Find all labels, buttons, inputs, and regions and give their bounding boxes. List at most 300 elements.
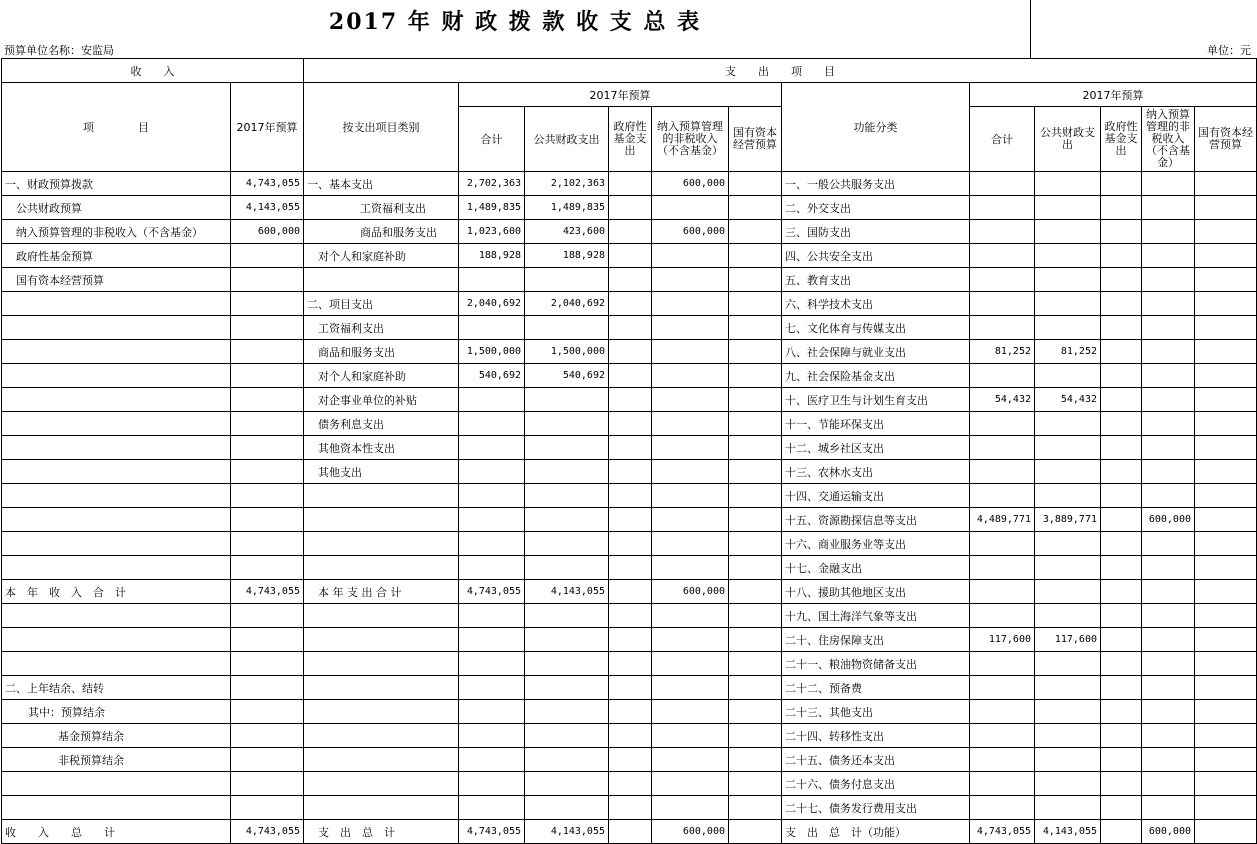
- cell-func: 二十四、转移性支出: [782, 724, 970, 748]
- cell-func: 二十五、债务还本支出: [782, 748, 970, 772]
- cell-s: [729, 196, 782, 220]
- cell-in_item: 二、上年结余、结转: [2, 676, 231, 700]
- cell-rt: [970, 724, 1035, 748]
- cell-in_item: 公共财政预算: [2, 196, 231, 220]
- cell-rt: [970, 580, 1035, 604]
- cell-n: [652, 700, 729, 724]
- cell-s: [729, 700, 782, 724]
- cell-rs: [1195, 484, 1257, 508]
- cell-in_item: [2, 460, 231, 484]
- cell-in_val: [231, 292, 304, 316]
- cell-in_item: [2, 532, 231, 556]
- cell-n: 600,000: [652, 580, 729, 604]
- cell-t: [459, 316, 525, 340]
- cell-rs: [1195, 364, 1257, 388]
- cell-rg: [1101, 244, 1142, 268]
- cell-n: [652, 388, 729, 412]
- table-row: [2, 196, 1257, 220]
- cell-rg: [1101, 724, 1142, 748]
- cell-cat: 商品和服务支出: [304, 220, 459, 244]
- cell-rt: [970, 700, 1035, 724]
- cell-cat: [304, 508, 459, 532]
- cell-in_item: 基金预算结余: [2, 724, 231, 748]
- table-row: [2, 652, 1257, 676]
- cell-cat: 对个人和家庭补助: [304, 364, 459, 388]
- cell-func: 二十七、债务发行费用支出: [782, 796, 970, 820]
- cell-rp: 54,432: [1035, 388, 1101, 412]
- cell-t: [459, 628, 525, 652]
- cell-in_val: [231, 700, 304, 724]
- cell-rt: [970, 292, 1035, 316]
- cell-cat: 对个人和家庭补助: [304, 244, 459, 268]
- cell-rn: [1142, 460, 1195, 484]
- cell-g: [609, 244, 652, 268]
- cell-func: 十七、金融支出: [782, 556, 970, 580]
- cell-rs: [1195, 292, 1257, 316]
- cell-rp: 81,252: [1035, 340, 1101, 364]
- cell-rp: 3,889,771: [1035, 508, 1101, 532]
- cell-n: [652, 556, 729, 580]
- cell-rt: [970, 460, 1035, 484]
- cell-p: [525, 268, 609, 292]
- cell-rg: [1101, 748, 1142, 772]
- cell-in_val: [231, 436, 304, 460]
- cell-p: [525, 796, 609, 820]
- cell-g: [609, 412, 652, 436]
- cell-rt: [970, 604, 1035, 628]
- cell-s: [729, 220, 782, 244]
- cell-t: [459, 268, 525, 292]
- cell-rn: [1142, 244, 1195, 268]
- cell-rn: 600,000: [1142, 820, 1195, 844]
- header-by-category: 按支出项目类别: [304, 83, 459, 172]
- cell-rp: 117,600: [1035, 628, 1101, 652]
- cell-cat: 工资福利支出: [304, 316, 459, 340]
- cell-g: [609, 484, 652, 508]
- cell-cat: 二、项目支出: [304, 292, 459, 316]
- table-row: [2, 412, 1257, 436]
- cell-in_item: 本 年 收 入 合 计: [2, 580, 231, 604]
- cell-func: 支 出 总 计（功能）: [782, 820, 970, 844]
- cell-p: 1,489,835: [525, 196, 609, 220]
- cell-rp: [1035, 676, 1101, 700]
- cell-s: [729, 436, 782, 460]
- cell-rg: [1101, 292, 1142, 316]
- cell-p: [525, 460, 609, 484]
- cell-rt: [970, 172, 1035, 196]
- cell-p: [525, 316, 609, 340]
- cell-in_item: [2, 508, 231, 532]
- cell-n: [652, 484, 729, 508]
- cell-in_val: 4,143,055: [231, 196, 304, 220]
- cell-t: [459, 796, 525, 820]
- cell-g: [609, 676, 652, 700]
- cell-rt: [970, 220, 1035, 244]
- cell-rt: 54,432: [970, 388, 1035, 412]
- cell-rp: [1035, 364, 1101, 388]
- cell-t: 4,743,055: [459, 580, 525, 604]
- cell-rt: [970, 748, 1035, 772]
- cell-in_val: [231, 556, 304, 580]
- cell-rg: [1101, 772, 1142, 796]
- cell-t: [459, 676, 525, 700]
- cell-s: [729, 340, 782, 364]
- cell-in_item: 国有资本经营预算: [2, 268, 231, 292]
- header-budget-2017-right: 2017年预算: [970, 83, 1257, 107]
- cell-rt: 117,600: [970, 628, 1035, 652]
- cell-n: [652, 292, 729, 316]
- cell-g: [609, 604, 652, 628]
- cell-cat: 本 年 支 出 合 计: [304, 580, 459, 604]
- cell-p: 2,040,692: [525, 292, 609, 316]
- cell-func: 十、医疗卫生与计划生育支出: [782, 388, 970, 412]
- table-row: [2, 556, 1257, 580]
- cell-s: [729, 820, 782, 844]
- cell-rp: [1035, 604, 1101, 628]
- cell-p: 423,600: [525, 220, 609, 244]
- cell-n: [652, 316, 729, 340]
- cell-in_val: [231, 628, 304, 652]
- cell-p: [525, 388, 609, 412]
- cell-rs: [1195, 244, 1257, 268]
- cell-rg: [1101, 700, 1142, 724]
- cell-rp: [1035, 244, 1101, 268]
- cell-rt: 4,489,771: [970, 508, 1035, 532]
- cell-s: [729, 676, 782, 700]
- cell-rs: [1195, 412, 1257, 436]
- cell-t: [459, 436, 525, 460]
- header-total-right: 合计: [970, 107, 1035, 172]
- table-row: [2, 604, 1257, 628]
- cell-rn: [1142, 700, 1195, 724]
- header-gov-fund: 政府性基金支出: [609, 107, 652, 172]
- cell-rn: [1142, 772, 1195, 796]
- cell-g: [609, 556, 652, 580]
- cell-rs: [1195, 556, 1257, 580]
- cell-rg: [1101, 628, 1142, 652]
- header-state-capital: 国有资本经营预算: [729, 107, 782, 172]
- header-nontax: 纳入预算管理的非税收入（不含基金）: [652, 107, 729, 172]
- cell-rt: [970, 532, 1035, 556]
- cell-rs: [1195, 268, 1257, 292]
- cell-in_val: [231, 388, 304, 412]
- cell-n: [652, 244, 729, 268]
- cell-in_item: [2, 316, 231, 340]
- cell-rn: [1142, 268, 1195, 292]
- table-row: [2, 172, 1257, 196]
- cell-s: [729, 244, 782, 268]
- cell-rn: [1142, 748, 1195, 772]
- cell-rp: [1035, 460, 1101, 484]
- table-row: [2, 772, 1257, 796]
- cell-rg: [1101, 220, 1142, 244]
- cell-g: [609, 220, 652, 244]
- cell-g: [609, 508, 652, 532]
- cell-in_item: [2, 388, 231, 412]
- cell-rg: [1101, 196, 1142, 220]
- cell-rg: [1101, 580, 1142, 604]
- cell-rt: [970, 772, 1035, 796]
- cell-cat: [304, 772, 459, 796]
- cell-p: 188,928: [525, 244, 609, 268]
- cell-rg: [1101, 364, 1142, 388]
- table-row: [2, 292, 1257, 316]
- cell-func: 五、教育支出: [782, 268, 970, 292]
- cell-rg: [1101, 652, 1142, 676]
- cell-in_val: [231, 676, 304, 700]
- cell-rs: [1195, 340, 1257, 364]
- cell-p: [525, 748, 609, 772]
- cell-in_item: [2, 484, 231, 508]
- cell-n: [652, 508, 729, 532]
- header-budget-2017: 2017年预算: [459, 83, 782, 107]
- cell-rs: [1195, 676, 1257, 700]
- cell-t: [459, 724, 525, 748]
- cell-rp: 4,143,055: [1035, 820, 1101, 844]
- cell-in_item: 其中：预算结余: [2, 700, 231, 724]
- cell-t: [459, 532, 525, 556]
- cell-cat: [304, 532, 459, 556]
- cell-cat: 工资福利支出: [304, 196, 459, 220]
- cell-rg: [1101, 388, 1142, 412]
- cell-p: [525, 772, 609, 796]
- cell-func: 二十一、粮油物资储备支出: [782, 652, 970, 676]
- header-nontax-right: 纳入预算管理的非税收入（不含基金）: [1142, 107, 1195, 172]
- cell-rs: [1195, 220, 1257, 244]
- cell-g: [609, 364, 652, 388]
- cell-t: [459, 388, 525, 412]
- cell-func: 十八、援助其他地区支出: [782, 580, 970, 604]
- table-row: [2, 268, 1257, 292]
- cell-rs: [1195, 604, 1257, 628]
- cell-t: [459, 748, 525, 772]
- cell-p: [525, 508, 609, 532]
- cell-rs: [1195, 508, 1257, 532]
- cell-rp: [1035, 436, 1101, 460]
- cell-s: [729, 484, 782, 508]
- cell-in_item: [2, 436, 231, 460]
- cell-g: [609, 796, 652, 820]
- cell-rg: [1101, 604, 1142, 628]
- cell-t: [459, 772, 525, 796]
- cell-rn: [1142, 364, 1195, 388]
- cell-g: [609, 748, 652, 772]
- cell-t: [459, 700, 525, 724]
- cell-in_val: [231, 748, 304, 772]
- cell-rn: [1142, 388, 1195, 412]
- cell-cat: 商品和服务支出: [304, 340, 459, 364]
- cell-g: [609, 820, 652, 844]
- cell-g: [609, 196, 652, 220]
- cell-cat: [304, 628, 459, 652]
- cell-t: [459, 652, 525, 676]
- cell-s: [729, 652, 782, 676]
- cell-g: [609, 628, 652, 652]
- cell-s: [729, 532, 782, 556]
- cell-rp: [1035, 796, 1101, 820]
- cell-rs: [1195, 580, 1257, 604]
- cell-t: [459, 484, 525, 508]
- cell-func: 二、外交支出: [782, 196, 970, 220]
- cell-in_val: [231, 268, 304, 292]
- cell-rn: [1142, 556, 1195, 580]
- cell-n: [652, 652, 729, 676]
- page-title: 2017 年 财 政 拨 款 收 支 总 表: [328, 9, 702, 35]
- cell-func: 二十、住房保障支出: [782, 628, 970, 652]
- cell-rp: [1035, 580, 1101, 604]
- cell-g: [609, 268, 652, 292]
- table-row: [2, 460, 1257, 484]
- cell-rp: [1035, 772, 1101, 796]
- cell-rs: [1195, 532, 1257, 556]
- cell-t: [459, 412, 525, 436]
- cell-cat: 债务利息支出: [304, 412, 459, 436]
- cell-in_val: [231, 244, 304, 268]
- cell-cat: [304, 604, 459, 628]
- cell-g: [609, 388, 652, 412]
- cell-rg: [1101, 556, 1142, 580]
- cell-cat: [304, 556, 459, 580]
- cell-s: [729, 604, 782, 628]
- cell-in_val: [231, 412, 304, 436]
- cell-in_item: 政府性基金预算: [2, 244, 231, 268]
- budget-table: [1, 58, 1257, 844]
- cell-in_val: [231, 484, 304, 508]
- cell-rt: [970, 196, 1035, 220]
- cell-rn: [1142, 796, 1195, 820]
- cell-in_item: [2, 796, 231, 820]
- table-row: [2, 340, 1257, 364]
- cell-rt: [970, 436, 1035, 460]
- table-row: [2, 220, 1257, 244]
- cell-cat: [304, 724, 459, 748]
- cell-in_item: [2, 412, 231, 436]
- cell-rp: [1035, 316, 1101, 340]
- cell-in_val: 600,000: [231, 220, 304, 244]
- cell-rn: [1142, 220, 1195, 244]
- header-public-right: 公共财政支出: [1035, 107, 1101, 172]
- cell-n: 600,000: [652, 820, 729, 844]
- cell-t: 1,489,835: [459, 196, 525, 220]
- cell-rn: [1142, 172, 1195, 196]
- cell-rt: [970, 412, 1035, 436]
- cell-n: [652, 196, 729, 220]
- header-budget-col: 2017年预算: [231, 83, 304, 172]
- cell-rn: [1142, 436, 1195, 460]
- table-row: [2, 364, 1257, 388]
- cell-g: [609, 580, 652, 604]
- cell-func: 十一、节能环保支出: [782, 412, 970, 436]
- cell-in_item: 非税预算结余: [2, 748, 231, 772]
- table-row: [2, 628, 1257, 652]
- cell-rn: [1142, 316, 1195, 340]
- cell-t: [459, 604, 525, 628]
- cell-s: [729, 316, 782, 340]
- cell-rs: [1195, 820, 1257, 844]
- cell-g: [609, 724, 652, 748]
- cell-rn: [1142, 412, 1195, 436]
- cell-s: [729, 796, 782, 820]
- table-row: [2, 508, 1257, 532]
- cell-rs: [1195, 172, 1257, 196]
- cell-func: 八、社会保障与就业支出: [782, 340, 970, 364]
- cell-t: 2,702,363: [459, 172, 525, 196]
- cell-g: [609, 436, 652, 460]
- cell-g: [609, 292, 652, 316]
- cell-p: 4,143,055: [525, 580, 609, 604]
- cell-s: [729, 628, 782, 652]
- cell-rp: [1035, 748, 1101, 772]
- cell-rp: [1035, 196, 1101, 220]
- cell-n: [652, 724, 729, 748]
- cell-in_val: [231, 772, 304, 796]
- cell-rs: [1195, 748, 1257, 772]
- cell-cat: [304, 268, 459, 292]
- cell-p: 1,500,000: [525, 340, 609, 364]
- cell-s: [729, 388, 782, 412]
- cell-rn: [1142, 604, 1195, 628]
- unit-label: 单位：元: [1207, 44, 1251, 57]
- cell-in_val: [231, 316, 304, 340]
- cell-rn: 600,000: [1142, 508, 1195, 532]
- cell-in_item: [2, 772, 231, 796]
- cell-t: [459, 556, 525, 580]
- cell-rs: [1195, 796, 1257, 820]
- cell-rg: [1101, 172, 1142, 196]
- cell-rt: [970, 676, 1035, 700]
- cell-s: [729, 748, 782, 772]
- cell-rp: [1035, 652, 1101, 676]
- table-row: [2, 484, 1257, 508]
- cell-func: 十三、农林水支出: [782, 460, 970, 484]
- cell-rt: [970, 484, 1035, 508]
- cell-n: [652, 532, 729, 556]
- cell-n: [652, 676, 729, 700]
- cell-rg: [1101, 460, 1142, 484]
- cell-cat: [304, 748, 459, 772]
- cell-rg: [1101, 412, 1142, 436]
- cell-in_val: [231, 652, 304, 676]
- cell-n: [652, 268, 729, 292]
- cell-s: [729, 772, 782, 796]
- cell-in_val: [231, 796, 304, 820]
- table-row: [2, 244, 1257, 268]
- cell-rt: [970, 556, 1035, 580]
- cell-rg: [1101, 268, 1142, 292]
- cell-cat: [304, 796, 459, 820]
- cell-rn: [1142, 652, 1195, 676]
- table-row: [2, 796, 1257, 820]
- cell-g: [609, 340, 652, 364]
- table-row: [2, 580, 1257, 604]
- cell-in_item: [2, 628, 231, 652]
- header-expense: 支 出 项 目: [304, 59, 1257, 83]
- cell-s: [729, 580, 782, 604]
- cell-p: 4,143,055: [525, 820, 609, 844]
- cell-s: [729, 268, 782, 292]
- cell-t: 2,040,692: [459, 292, 525, 316]
- cell-func: 十九、国土海洋气象等支出: [782, 604, 970, 628]
- cell-g: [609, 460, 652, 484]
- cell-g: [609, 700, 652, 724]
- cell-in_val: [231, 340, 304, 364]
- cell-p: [525, 412, 609, 436]
- cell-rs: [1195, 436, 1257, 460]
- cell-s: [729, 412, 782, 436]
- cell-func: 二十三、其他支出: [782, 700, 970, 724]
- cell-rn: [1142, 292, 1195, 316]
- cell-in_val: 4,743,055: [231, 820, 304, 844]
